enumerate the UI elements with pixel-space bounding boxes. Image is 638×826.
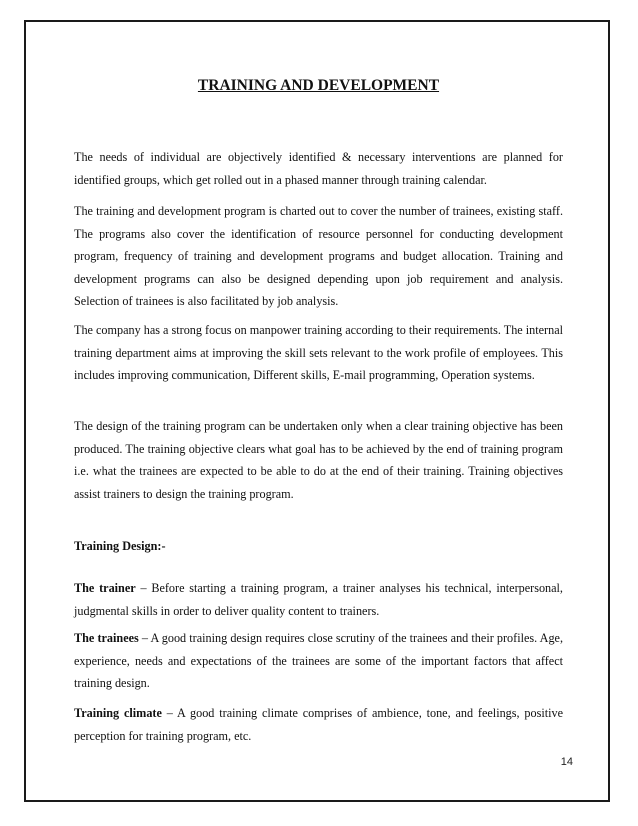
design-item-climate	[74, 702, 563, 747]
paragraph-company: The company has a strong focus on manpower training according to their requirements. The internal training department aims at improving the skill sets relevant to the work profile of employees. This includes improving communication, Different skills, E-mail programming, Operation systems.	[74, 323, 563, 383]
paragraph-design: The design of the training program can be undertaken only when a clear training objective has been produced. The training objective clears what goal has to be achieved by the end of training program i.e. what the trainees are expected to be able to do at the end of their training. Training objectives assist trainers to design the training program.	[74, 419, 563, 501]
design-item-trainer-lead: The trainer	[74, 581, 136, 595]
design-item-climate-lead: Training climate	[74, 706, 162, 720]
design-item-trainer-text: – Before starting a training program, a trainer analyses his technical, interpersonal, judgmental skills in order to deliver quality content to trainers.	[74, 581, 563, 618]
training-design-heading: Training Design:-	[74, 539, 166, 553]
page-number: 14	[560, 756, 573, 768]
design-item-trainer	[74, 577, 563, 622]
design-item-trainees	[74, 627, 563, 695]
paragraph-program: The training and development program is charted out to cover the number of trainees, existing staff. The programs also cover the identification of resource personnel for conducting development program, frequency of training and development programs and budget allocation. Training and development programs can also be designed depending upon job requirement and analysis. Selection of trainees is also facilitated by job analysis.	[74, 204, 563, 309]
design-item-climate-text: – A good training climate comprises of ambience, tone, and feelings, positive perception for training program, etc.	[74, 706, 563, 743]
paragraph-needs: The needs of individual are objectively identified & necessary interventions are planned for identified groups, which get rolled out in a phased manner through training calendar.	[74, 150, 563, 187]
design-item-trainees-text: – A good training design requires close scrutiny of the trainees and their profiles. Age, experience, needs and expectations of the trainees are some of the important factors that affect training design.	[74, 631, 564, 691]
design-item-trainees-lead: The trainees	[74, 631, 139, 645]
page-title: TRAINING AND DEVELOPMENT	[197, 77, 440, 94]
